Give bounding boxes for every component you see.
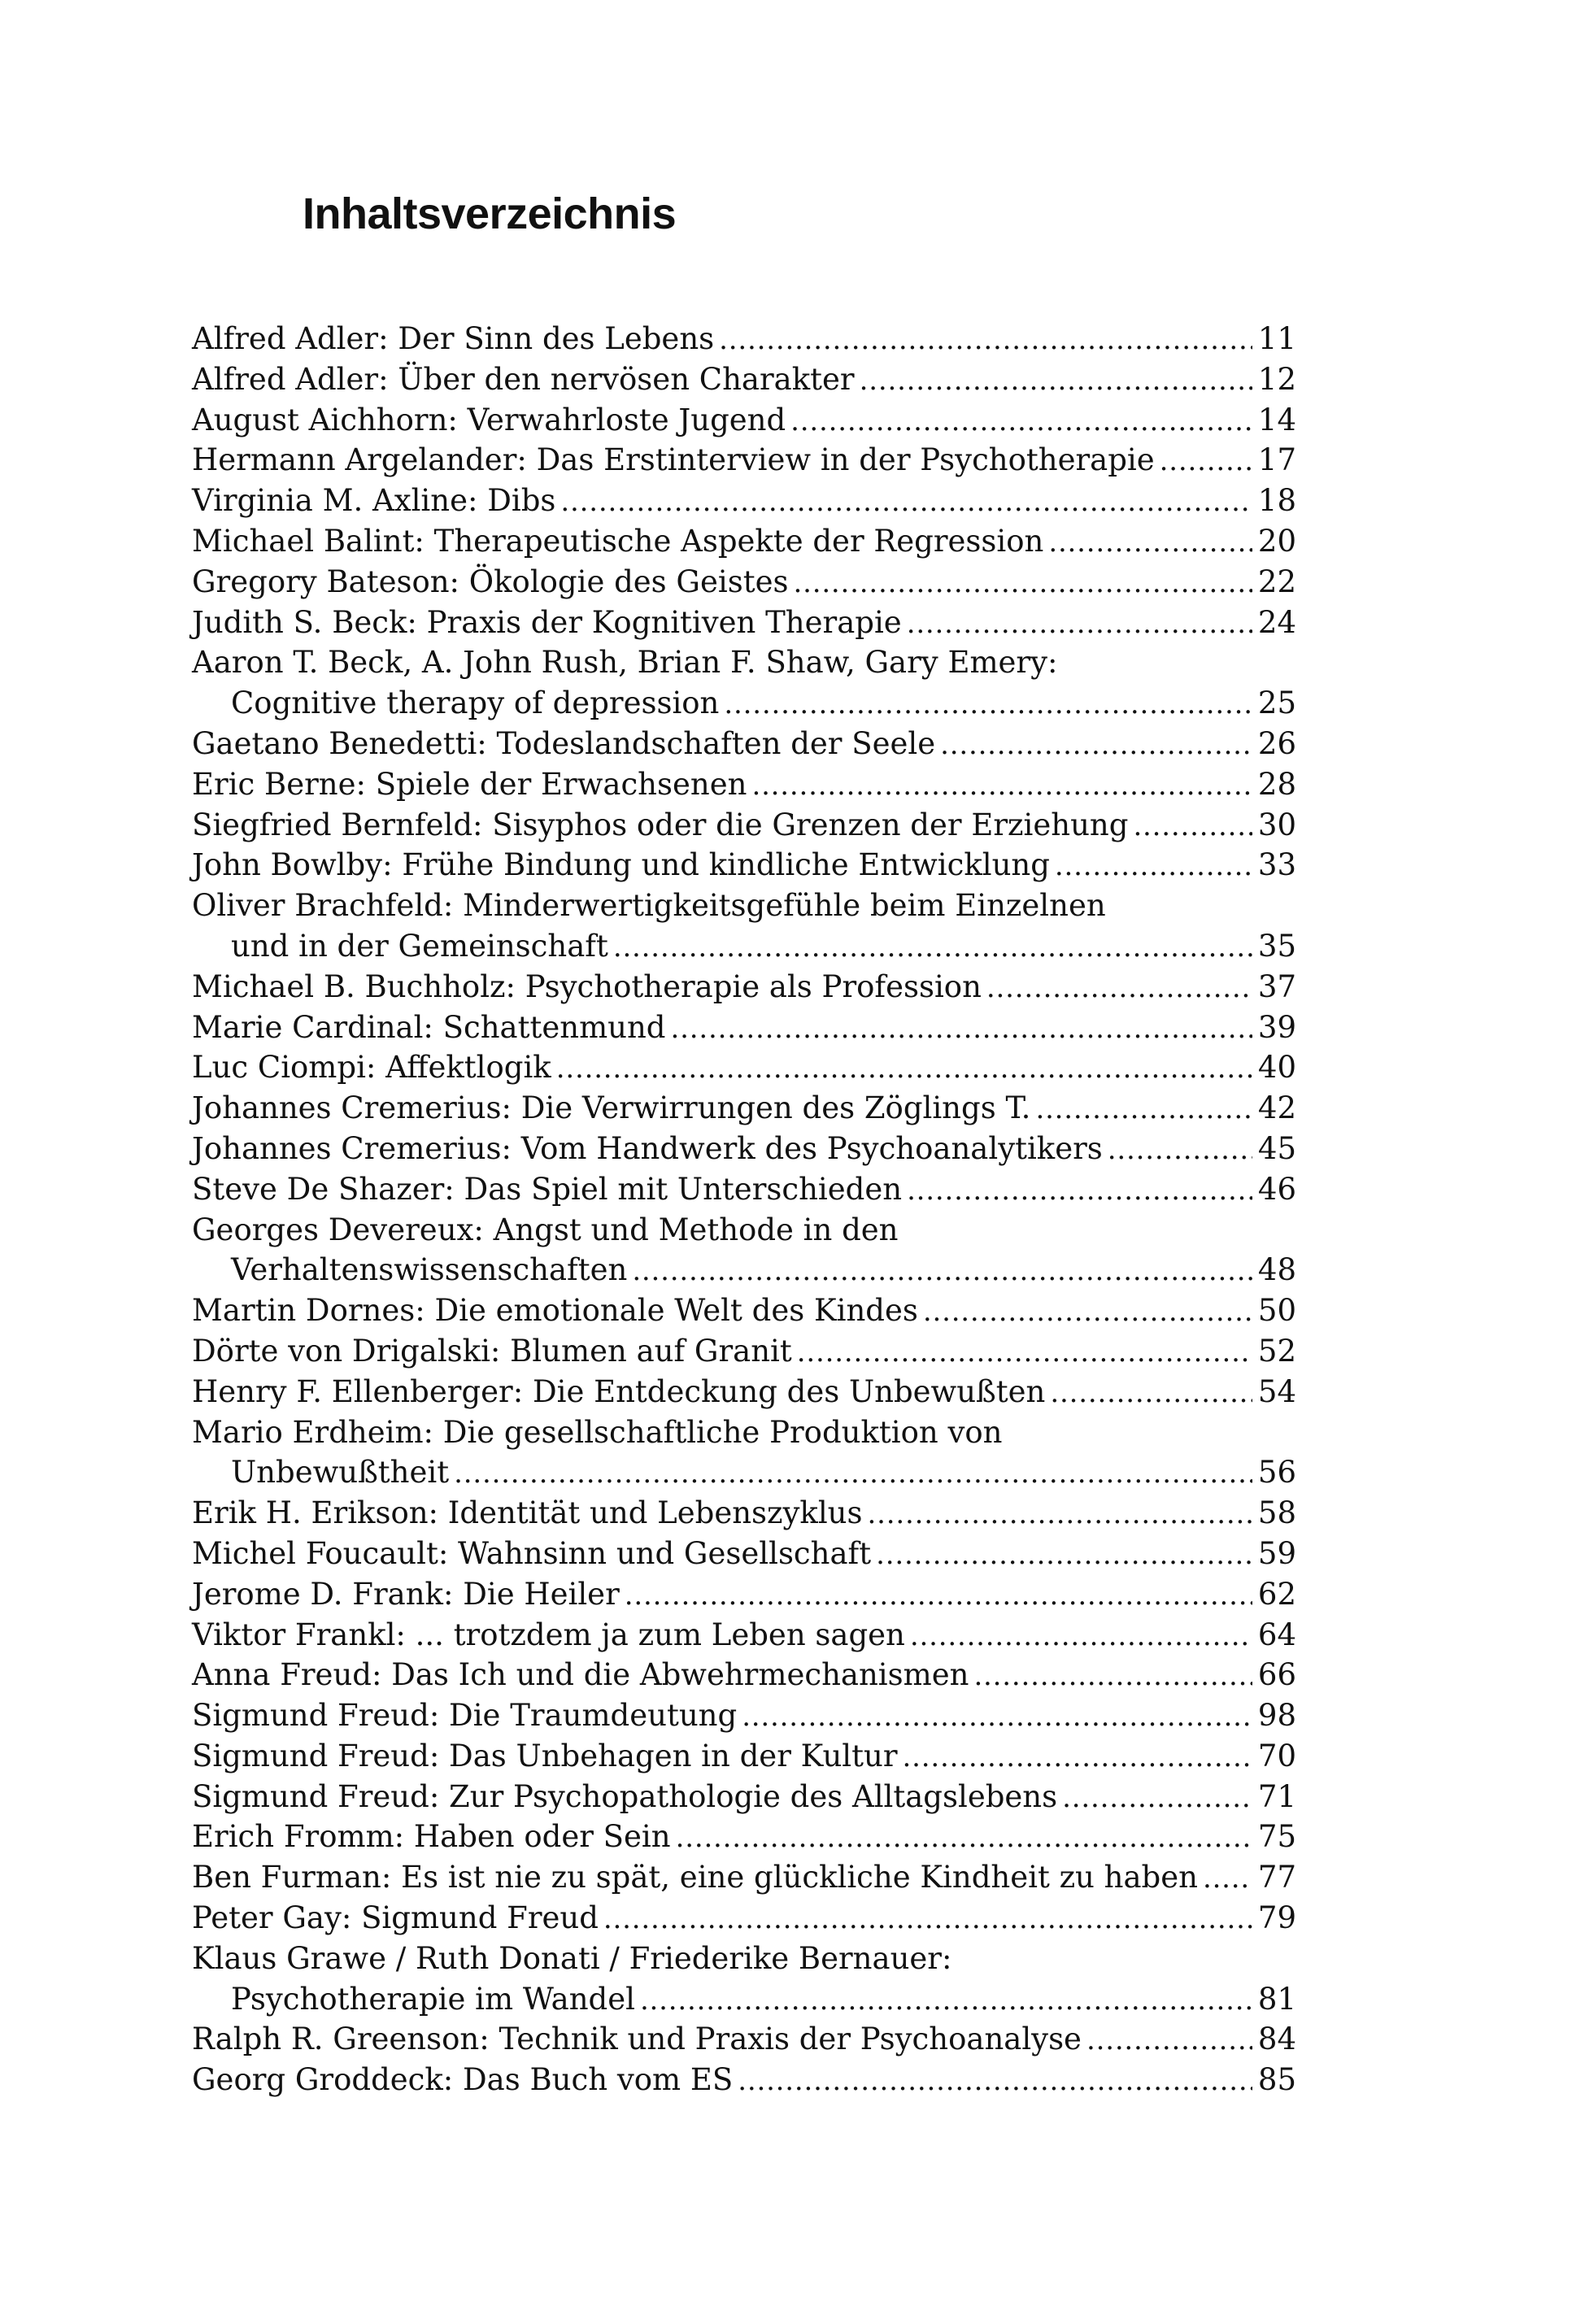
toc-entry-title: Henry F. Ellenberger: Die Entdeckung des Unbewußten <box>192 1373 1046 1409</box>
toc-entry-line <box>192 400 1296 441</box>
toc-entry <box>192 1088 1296 1129</box>
dot-leader <box>625 1574 1252 1617</box>
toc-entry-title: Alfred Adler: Über den nervösen Charakter <box>192 361 855 397</box>
toc-page-number: 25 <box>1257 685 1296 721</box>
toc-entry-line <box>192 2060 1296 2100</box>
toc-page-number: 39 <box>1257 1009 1296 1045</box>
toc-page-number: 30 <box>1257 807 1296 842</box>
toc-entry <box>192 562 1296 603</box>
toc-entry-title: Verhaltenswissenschaften <box>231 1252 628 1288</box>
toc-page-number: 79 <box>1257 1900 1296 1936</box>
toc-entry <box>192 642 1296 724</box>
toc-page-number: 71 <box>1257 1778 1296 1814</box>
toc-entry-title: Michael Balint: Therapeutische Aspekte der Regression <box>192 523 1044 559</box>
toc-entry-title: Georges Devereux: Angst und Methode in den <box>192 1212 899 1247</box>
toc-entry-line <box>192 805 1296 846</box>
toc-entry-title: Johannes Cremerius: Die Verwirrungen des Zöglings T. <box>192 1090 1031 1126</box>
toc-page-number: 28 <box>1257 766 1296 802</box>
toc-page-number: 20 <box>1257 523 1296 559</box>
dot-leader <box>671 1008 1253 1050</box>
dot-leader <box>797 1331 1252 1373</box>
toc-page-number: 75 <box>1257 1819 1296 1855</box>
toc-entry-title: Dörte von Drigalski: Blumen auf Granit <box>192 1333 792 1369</box>
toc-entry-title: Michael B. Buchholz: Psychotherapie als Profession <box>192 968 982 1004</box>
toc-page-number: 14 <box>1257 402 1296 437</box>
toc-entry-title: Georg Groddeck: Das Buch vom ES <box>192 2062 734 2098</box>
dot-leader <box>986 967 1252 1009</box>
toc-entry <box>192 1372 1296 1412</box>
toc-entry <box>192 1695 1296 1736</box>
toc-entry-title: August Aichhorn: Verwahrloste Jugend <box>192 402 786 437</box>
dot-leader <box>923 1290 1252 1333</box>
toc-page-number: 33 <box>1257 847 1296 883</box>
dot-leader <box>973 1655 1252 1697</box>
toc-entry-line <box>192 1008 1296 1048</box>
toc-entry-line <box>192 1412 1296 1453</box>
toc-entry-line <box>192 1615 1296 1656</box>
toc-page-number: 52 <box>1257 1333 1296 1369</box>
toc-entry-line <box>192 1210 1296 1251</box>
toc-entry <box>192 1655 1296 1695</box>
toc-page-number: 59 <box>1257 1535 1296 1571</box>
toc-entry <box>192 319 1296 359</box>
toc-entry-title: Peter Gay: Sigmund Freud <box>192 1900 599 1936</box>
toc-page-number: 98 <box>1257 1698 1296 1734</box>
toc-entry <box>192 2019 1296 2060</box>
toc-entry-line <box>192 1695 1296 1736</box>
toc-entry-line <box>192 1169 1296 1210</box>
toc-entry <box>192 521 1296 562</box>
dot-leader <box>560 481 1252 523</box>
toc-entry-title: Erik H. Erikson: Identität und Lebenszyklus <box>192 1495 863 1531</box>
toc-page-number: 24 <box>1257 604 1296 640</box>
toc-entry-title: Psychotherapie im Wandel <box>231 1981 635 2017</box>
toc-entry <box>192 1534 1296 1574</box>
toc-entry-line <box>192 1290 1296 1331</box>
toc-entry-title: Virginia M. Axline: Dibs <box>192 483 556 519</box>
toc-page-number: 50 <box>1257 1293 1296 1329</box>
toc-entry-line <box>192 1655 1296 1695</box>
toc-entry-line <box>192 1857 1296 1898</box>
dot-leader <box>907 1169 1252 1212</box>
dot-leader <box>742 1695 1252 1738</box>
toc-entry-line <box>192 1777 1296 1817</box>
dot-leader <box>632 1250 1252 1292</box>
toc-entry <box>192 481 1296 521</box>
toc-entry-title: Siegfried Bernfeld: Sisyphos oder die Grenzen der Erziehung <box>192 807 1129 842</box>
toc-entry-line <box>192 683 1296 724</box>
dot-leader <box>860 359 1252 402</box>
dot-leader <box>1160 440 1252 482</box>
dot-leader <box>868 1493 1253 1535</box>
toc-entry-line <box>192 1250 1296 1290</box>
toc-entry-line <box>192 1372 1296 1412</box>
toc-entry-title: Sigmund Freud: Zur Psychopathologie des Alltagslebens <box>192 1778 1058 1814</box>
toc-page-number: 12 <box>1257 361 1296 397</box>
toc-entry-line <box>192 724 1296 764</box>
toc-page-number: 17 <box>1257 442 1296 478</box>
toc-entry <box>192 1939 1296 2020</box>
toc-entry-line <box>192 319 1296 359</box>
toc-entry-title: Mario Erdheim: Die gesellschaftliche Produktion von <box>192 1414 1003 1450</box>
dot-leader <box>556 1047 1252 1090</box>
toc-entry-line <box>192 521 1296 562</box>
toc-page-number: 81 <box>1257 1981 1296 2017</box>
dot-leader <box>1062 1777 1252 1819</box>
toc-entry-title: und in der Gemeinschaft <box>231 928 608 964</box>
dot-leader <box>940 724 1252 766</box>
toc-entry-line <box>192 1493 1296 1534</box>
toc-entry <box>192 1169 1296 1210</box>
toc-entry-line <box>192 926 1296 967</box>
toc-entry <box>192 2060 1296 2100</box>
toc-page-number: 58 <box>1257 1495 1296 1531</box>
toc-entry <box>192 1777 1296 1817</box>
toc-entry-line <box>192 1817 1296 1857</box>
toc-page-number: 77 <box>1257 1860 1296 1895</box>
toc-entry <box>192 1331 1296 1372</box>
toc-entry <box>192 1008 1296 1048</box>
toc-entry-title: Sigmund Freud: Das Unbehagen in der Kultur <box>192 1738 898 1773</box>
dot-leader <box>903 1736 1252 1778</box>
toc-entry-line <box>192 764 1296 805</box>
dot-leader <box>910 1615 1252 1657</box>
toc-entry-title: Viktor Frankl: ... trotzdem ja zum Leben sagen <box>192 1617 905 1652</box>
toc-entry-title: Anna Freud: Das Ich und die Abwehrmechanismen <box>192 1657 969 1693</box>
toc-entry-title: Klaus Grawe / Ruth Donati / Friederike Bernauer: <box>192 1940 952 1976</box>
dot-leader <box>676 1817 1252 1859</box>
dot-leader <box>907 603 1252 645</box>
toc-page-number: 62 <box>1257 1576 1296 1612</box>
dot-leader <box>1055 845 1252 887</box>
toc-entry-title: Oliver Brachfeld: Minderwertigkeitsgefühle beim Einzelnen <box>192 888 1106 924</box>
dot-leader <box>738 2060 1252 2102</box>
toc-entry <box>192 1736 1296 1777</box>
toc-entry-title: Jerome D. Frank: Die Heiler <box>192 1576 620 1612</box>
toc-page-number: 70 <box>1257 1738 1296 1773</box>
toc-entry-title: Alfred Adler: Der Sinn des Lebens <box>192 321 715 356</box>
toc-page-number: 35 <box>1257 928 1296 964</box>
toc-entry-title: Eric Berne: Spiele der Erwachsenen <box>192 766 747 802</box>
toc-page-number: 48 <box>1257 1252 1296 1288</box>
dot-leader <box>1048 521 1252 564</box>
toc-entry <box>192 764 1296 805</box>
toc-entry-line <box>192 967 1296 1008</box>
dot-leader <box>876 1534 1252 1576</box>
toc-entry <box>192 1047 1296 1088</box>
dot-leader <box>751 764 1252 807</box>
toc-entry <box>192 1129 1296 1169</box>
toc-entry <box>192 967 1296 1008</box>
toc-entry-line <box>192 642 1296 683</box>
toc-entry-line <box>192 1979 1296 2020</box>
toc-entry-line <box>192 886 1296 926</box>
toc-page-number: 42 <box>1257 1090 1296 1126</box>
toc-page-number: 40 <box>1257 1050 1296 1086</box>
dot-leader <box>1108 1129 1252 1171</box>
dot-leader <box>454 1452 1252 1495</box>
dot-leader <box>1133 805 1252 847</box>
toc-entry <box>192 1857 1296 1898</box>
toc-entry <box>192 1817 1296 1857</box>
dot-leader <box>613 926 1252 968</box>
toc-entry-title: Judith S. Beck: Praxis der Kognitiven Therapie <box>192 604 902 640</box>
dot-leader <box>719 319 1252 361</box>
dot-leader <box>1086 2019 1252 2061</box>
toc-entry-title: Michel Foucault: Wahnsinn und Gesellschaft <box>192 1535 872 1571</box>
toc-entry-title: Luc Ciompi: Affektlogik <box>192 1050 551 1086</box>
toc-entry-line <box>192 1534 1296 1574</box>
dot-leader <box>793 562 1252 604</box>
toc-entry-title: Gregory Bateson: Ökologie des Geistes <box>192 564 789 599</box>
dot-leader <box>1035 1088 1252 1130</box>
toc-entry <box>192 359 1296 400</box>
toc-entry-title: Gaetano Benedetti: Todeslandschaften der Seele <box>192 725 936 761</box>
toc-entry <box>192 1210 1296 1291</box>
toc-entry-line <box>192 440 1296 481</box>
toc-entry-line <box>192 1736 1296 1777</box>
toc-entry-title: John Bowlby: Frühe Bindung und kindliche Entwicklung <box>192 847 1050 883</box>
toc-entry <box>192 400 1296 441</box>
toc-entry <box>192 1493 1296 1534</box>
toc-entry-line <box>192 1331 1296 1372</box>
dot-leader <box>790 400 1252 442</box>
toc-page-number: 46 <box>1257 1171 1296 1207</box>
toc-entry-title: Erich Fromm: Haben oder Sein <box>192 1819 671 1855</box>
toc-entry-title: Martin Dornes: Die emotionale Welt des Kindes <box>192 1293 918 1329</box>
toc-page-number: 66 <box>1257 1657 1296 1693</box>
toc-page-number: 22 <box>1257 564 1296 599</box>
toc-entry-title: Johannes Cremerius: Vom Handwerk des Psychoanalytikers <box>192 1130 1103 1166</box>
dot-leader <box>1050 1372 1252 1414</box>
toc-entry-line <box>192 1452 1296 1493</box>
toc-entry-title: Ben Furman: Es ist nie zu spät, eine glückliche Kindheit zu haben <box>192 1860 1198 1895</box>
toc-entry <box>192 886 1296 967</box>
toc-entry-line <box>192 1047 1296 1088</box>
toc-page-number: 11 <box>1257 321 1296 356</box>
toc-entry <box>192 1615 1296 1656</box>
page-title: Inhaltsverzeichnis <box>303 189 677 238</box>
toc-entry <box>192 603 1296 643</box>
toc-entry-title: Unbewußtheit <box>231 1455 450 1491</box>
table-of-contents <box>192 319 1296 2100</box>
toc-entry-line <box>192 562 1296 603</box>
toc-entry <box>192 1412 1296 1494</box>
dot-leader <box>724 683 1252 725</box>
toc-page-number: 45 <box>1257 1130 1296 1166</box>
toc-page-number: 37 <box>1257 968 1296 1004</box>
toc-entry-line <box>192 1939 1296 1979</box>
toc-entry-line <box>192 1898 1296 1939</box>
dot-leader <box>640 1979 1252 2022</box>
toc-entry-line <box>192 359 1296 400</box>
toc-page-number: 18 <box>1257 483 1296 519</box>
toc-entry <box>192 1898 1296 1939</box>
toc-entry-title: Steve De Shazer: Das Spiel mit Unterschieden <box>192 1171 903 1207</box>
toc-entry-line <box>192 2019 1296 2060</box>
toc-page-number: 26 <box>1257 725 1296 761</box>
dot-leader <box>1203 1857 1252 1900</box>
toc-entry <box>192 805 1296 846</box>
toc-entry-title: Sigmund Freud: Die Traumdeutung <box>192 1698 738 1734</box>
toc-entry-line <box>192 1129 1296 1169</box>
toc-page-number: 85 <box>1257 2062 1296 2098</box>
toc-entry <box>192 1574 1296 1615</box>
toc-entry-title: Aaron T. Beck, A. John Rush, Brian F. Shaw, Gary Emery: <box>192 645 1058 681</box>
toc-entry-line <box>192 481 1296 521</box>
toc-entry <box>192 440 1296 481</box>
toc-entry-line <box>192 1574 1296 1615</box>
toc-entry-line <box>192 845 1296 886</box>
toc-entry-title: Hermann Argelander: Das Erstinterview in der Psychotherapie <box>192 442 1155 478</box>
dot-leader <box>603 1898 1252 1940</box>
toc-entry-line <box>192 603 1296 643</box>
toc-entry <box>192 845 1296 886</box>
toc-entry <box>192 724 1296 764</box>
toc-page-number: 54 <box>1257 1373 1296 1409</box>
toc-page-number: 56 <box>1257 1455 1296 1491</box>
toc-entry-title: Ralph R. Greenson: Technik und Praxis der Psychoanalyse <box>192 2022 1082 2057</box>
toc-page-number: 84 <box>1257 2022 1296 2057</box>
toc-entry <box>192 1290 1296 1331</box>
toc-entry-title: Cognitive therapy of depression <box>231 685 720 721</box>
toc-entry-line <box>192 1088 1296 1129</box>
toc-page-number: 64 <box>1257 1617 1296 1652</box>
toc-entry-title: Marie Cardinal: Schattenmund <box>192 1009 666 1045</box>
